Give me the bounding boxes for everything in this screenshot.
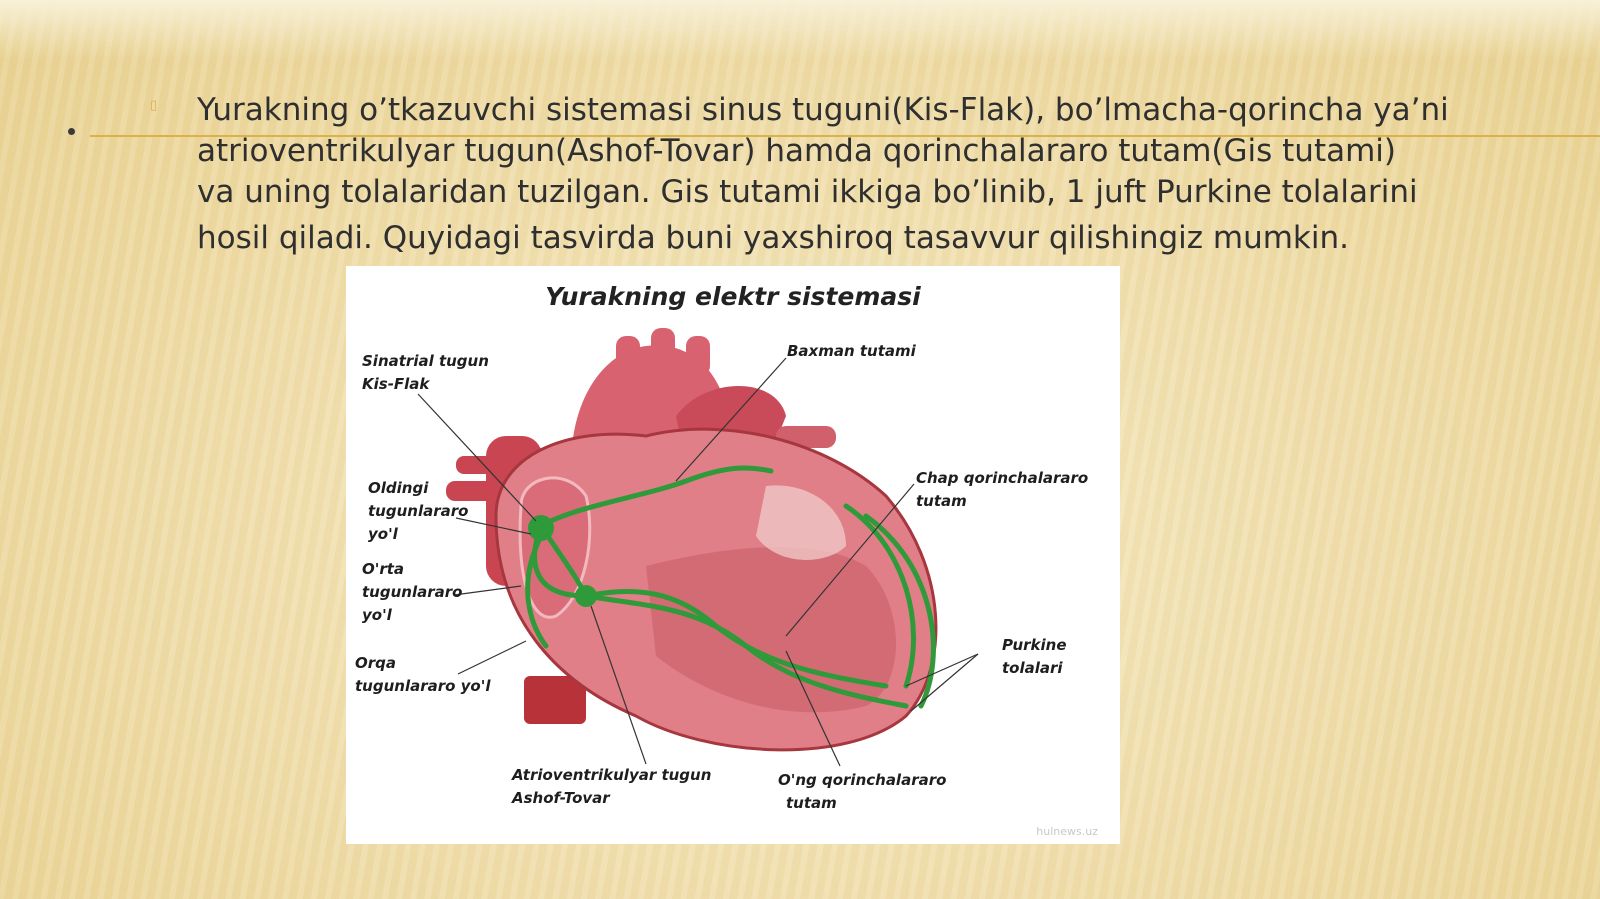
label-ong: O'ng qorinchalararo tutam: [778, 771, 947, 812]
paragraph-line: hosil qiladi. Quyidagi tasvirda buni yaxshiroq tasavvur qilishingiz mumkin.: [197, 220, 1349, 256]
label-atrioventrikulyar: Atrioventrikulyar tugun Ashof-Tovar: [512, 766, 712, 807]
body-paragraph: [197, 90, 1457, 259]
bullet-dot: [68, 128, 75, 135]
label-orta: O'rta tugunlararo yo'l: [362, 560, 463, 624]
paragraph-line: atrioventrikulyar tugun(Ashof-Tovar) hamda qorinchalararo tutam(Gis tutami): [197, 133, 1397, 169]
atrioventricular-node: [575, 585, 597, 607]
label-chap: Chap qorinchalararo tutam: [916, 469, 1089, 510]
label-sinatrial: Sinatrial tugun Kis-Flak: [362, 352, 489, 393]
label-orqa: Orqa tugunlararo yo'l: [355, 654, 491, 695]
label-purkine: Purkine tolalari: [1002, 636, 1067, 677]
label-baxman: Baxman tutami: [787, 342, 916, 360]
paragraph-line: Yurakning o’tkazuvchi sistemasi sinus tuguni(Kis-Flak), bo’lmacha-qorincha ya’ni: [197, 92, 1449, 128]
sinoatrial-node: [528, 515, 554, 541]
heart-conduction-figure: [346, 266, 1120, 844]
watermark: hulnews.uz: [1036, 825, 1098, 838]
figure-title: Yurakning elektr sistemasi: [545, 282, 921, 311]
label-oldingi: Oldingi tugunlararo yo'l: [368, 479, 469, 543]
slide-top-band: [0, 0, 1600, 60]
sub-bullet-marker: ▯: [150, 98, 158, 113]
paragraph-line: va uning tolalaridan tuzilgan. Gis tutami ikkiga bo’linib, 1 juft Purkine tolalarini: [197, 174, 1418, 210]
